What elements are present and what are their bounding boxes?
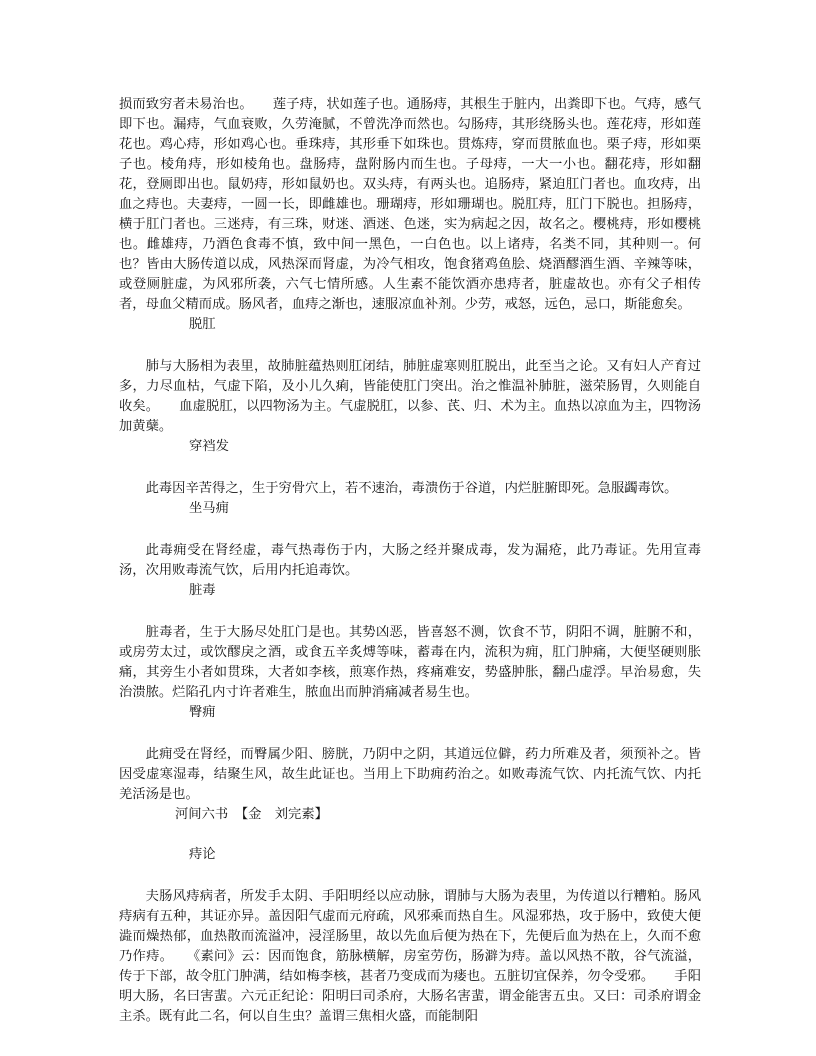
paragraph-hemorrhoid-types: 损而致穷者未易治也。 莲子痔，状如莲子也。通肠痔，其根生于脏内，出粪即下也。气痔，感气即下也。漏痔，气血衰败，久劳淹腻，不曾洗净而然也。勾肠痔，其形绕肠头也。莲花痔，形如莲花也。鸡心痔，形如鸡心也。垂珠痔，其形垂下如珠也。贯炼痔，穿而贯脓血也。栗子痔，形如栗子也。棱角痔，形如棱角也。盘肠痔，盘附肠内而生也。子母痔，一大一小也。翻花痔，形如翻花，登厕即出也。鼠奶痔，形如鼠奶也。双头痔，有两头也。追肠痔，紧迫肛门者也。血攻痔，出血之痔也。夫妻痔，一圆一长，即雌雄也。珊瑚痔，形如珊瑚也。脱肛痔，肛门下脱也。担肠痔，横于肛门者也。三迷痔，有三珠，财迷、酒迷、色迷，实为病起之因，故名之。樱桃痔，形如樱桃也。雌雄痔，乃酒色食毒不慎，致中间一黑色，一白色也。以上诸痔，名类不同，其种则一。何也？皆由大肠传道以成，风热深而肾虚，为冷气相攻，饱食猪鸡鱼脍、烧酒醪酒生酒、辛辣等味，或登厕脏虚，为风邪所袭，六气七情所感。人生素不能饮酒亦患痔者，脏虚故也。亦有父子相传者，母血父精而成。肠风者，血痔之渐也，速服凉血补剂。少劳，戒怒，远色，忌口，斯能愈矣。 [119, 97, 701, 312]
book-title-line: 河间六书 【金 刘完素】 [175, 807, 328, 822]
paragraph-zuomayong: 此毒痈受在肾经虚，毒气热毒伤于内，大肠之经并聚成毒，发为漏疮，此乃毒证。先用宣毒汤，次用败毒流气饮，后用内托追毒饮。 [119, 543, 701, 578]
heading-zhilun: 痔论 [189, 847, 216, 862]
heading-tunyong: 臀痈 [189, 705, 216, 720]
paragraph-prolapse: 肺与大肠相为表里，故肺脏蕴热则肛闭结，肺脏虚寒则肛脱出，此至当之论。又有妇人产育过多，力尽血枯，气虚下陷，及小儿久痢，皆能使肛门突出。治之惟温补肺脏，滋荣肠胃，久则能自收矣。 血虚脱肛，以四物汤为主。气虚脱肛，以参、芪、归、术为主。血热以凉血为主，四物汤加黄蘖。 [119, 359, 701, 434]
heading-zangdu: 脏毒 [189, 583, 216, 598]
paragraph-zhilun: 夫肠风痔病者，所发手太阴、手阳明经以应动脉，谓肺与大肠为表里，为传道以行糟粕。肠风痔病有五种，其证亦异。盖因阳气虚而元府疏，风邪乘而热自生。风湿邪热，攻于肠中，致使大便澁而燥热郁，血热散而流溢冲，浸淫肠里，故以先血后便为热在下，先便后血为热在上，久而不愈乃作痔。 《素问》云：因而饱食，筋脉横解，房室劳伤，肠澼为痔。盖以风热不散，谷气流溢，传于下部，故令肛门肿满，结如梅李核，甚者乃变成而为瘘也。五脏切宜保养，勿令受邪。 手阳明大肠，名曰害蜚。六元正纪论：阳明曰司杀府，大肠名害蜚，谓金能害五虫。又曰：司杀府谓金主杀。既有此二名，何以自生虫？盖谓三焦相火盛，而能制阳 [119, 889, 701, 1024]
heading-chuandangfa: 穿裆发 [189, 439, 229, 454]
paragraph-chuandangfa: 此毒因辛苦得之，生于穷骨穴上，若不速治，毒溃伤于谷道，内烂脏腑即死。急服蠲毒饮。 [145, 481, 678, 496]
paragraph-zangdu: 脏毒者，生于大肠尽处肛门是也。其势凶恶，皆喜怒不测，饮食不节，阴阳不调，脏腑不和，或房劳太过，或饮醪戾之酒，或食五辛炙煿等味，蓄毒在内，流积为痈，肛门肿痛，大便坚硬则胀痛，其旁生小者如贯珠，大者如李核，煎寒作热，疼痛难安，势盛肿胀，翻凸虚浮。早治易愈，失治溃脓。烂陷孔内寸许者难生，脓血出而肿消痛减者易生也。 [119, 625, 701, 700]
heading-zuomayong: 坐马痈 [189, 501, 229, 516]
heading-prolapse: 脱肛 [189, 317, 216, 332]
document-page [119, 95, 701, 1027]
paragraph-tunyong: 此痈受在肾经，而臀属少阳、膀胱，乃阴中之阴，其道远位僻，药力所难及者，须预补之。皆因受虚寒湿毒，结聚生风，故生此证也。当用上下助痈药治之。如败毒流气饮、内托流气饮、内托羌活汤是也。 [119, 747, 701, 802]
